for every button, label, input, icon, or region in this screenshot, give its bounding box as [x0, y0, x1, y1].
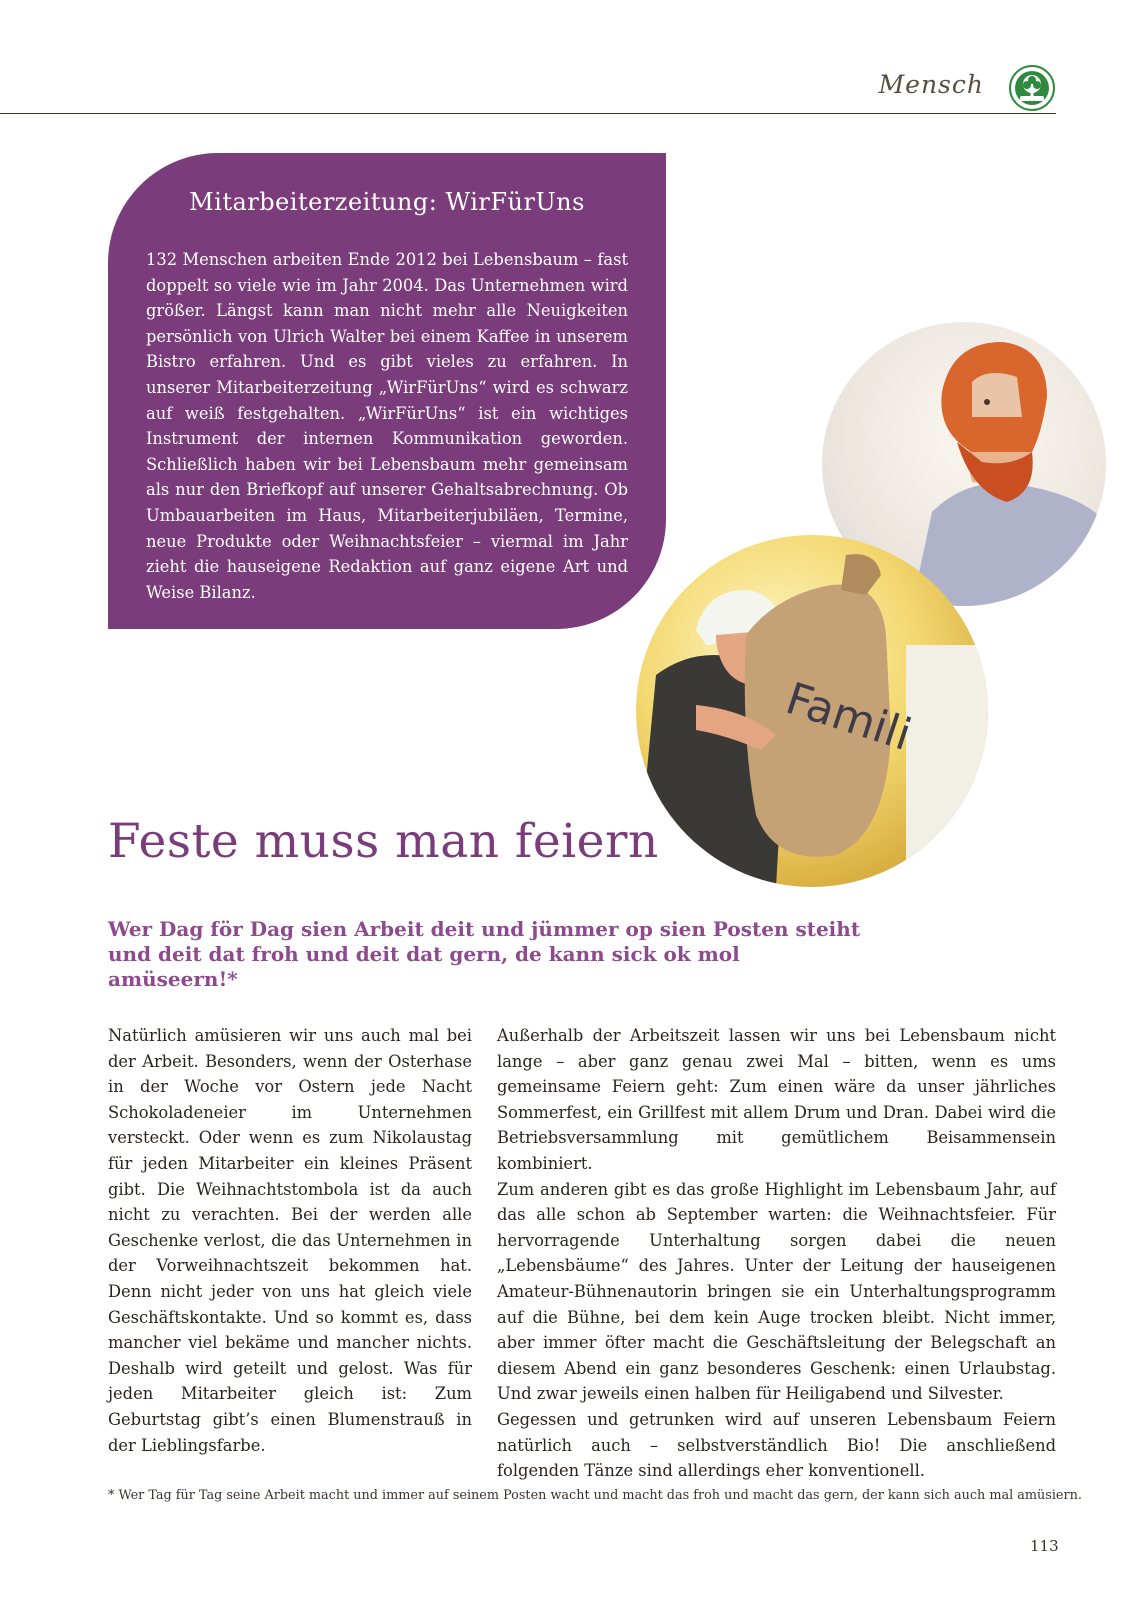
info-box: [108, 153, 666, 629]
info-box-text: 132 Menschen arbeiten Ende 2012 bei Lebensbaum – fast doppelt so viele wie im Jahr 2004. Das Unternehmen wird größer. Längst kann man nicht mehr alle Neuigkeiten persönlich von Ulrich Walter bei einem Kaffee in unserem Bistro erfahren. Und es gibt vieles zu erfahren. In unserer Mitarbeiterzeitung „WirFürUns“ wird es schwarz auf weiß festgehalten. „WirFürUns“ ist ein wichtiges Instrument der internen Kommunikation geworden. Schließlich haben wir bei Lebensbaum mehr gemeinsam als nur den Briefkopf auf unserer Gehaltsabrechnung. Ob Umbauarbeiten im Haus, Mitarbeiterjubiläen, Termine, neue Produkte oder Weihnachtsfeier – viermal im Jahr zieht die hauseigene Redaktion auf ganz eigene Art und Weise Bilanz.: [146, 250, 628, 602]
right-paragraph-1: Außerhalb der Arbeitszeit lassen wir uns bei Lebensbaum nicht lange – aber ganz genau zwei Mal – bitten, wenn es ums gemeinsame Feiern geht: Zum einen wäre da unser jährliches Sommerfest, ein Grillfest mit allem Drum und Dran. Dabei wird die Betriebsversammlung mit gemütlichem Beisammensein kombiniert.: [497, 1026, 1056, 1173]
article-subheadline: [108, 917, 868, 992]
subheadline-line-1: Wer Dag för Dag sien Arbeit deit und jümmer op sien Posten steiht: [108, 917, 861, 941]
left-column: [108, 1023, 472, 1458]
photo-man-with-sack: [636, 535, 988, 887]
right-column: [497, 1023, 1056, 1484]
page-number: 113: [1030, 1537, 1059, 1555]
info-box-title: Mitarbeiterzeitung: WirFürUns: [189, 188, 585, 216]
left-column-text: Natürlich amüsieren wir uns auch mal bei der Arbeit. Besonders, wenn der Osterhase in der Woche vor Ostern jede Nacht Schokoladeneier im Unternehmen versteckt. Oder wenn es zum Nikolaustag für jeden Mitarbeiter ein kleines Präsent gibt. Die Weihnachtstombola ist da auch nicht zu verachten. Bei der werden alle Geschenke verlost, die das Unternehmen in der Vorweihnachtszeit bekommen hat. Denn nicht jeder von uns hat gleich viele Geschäftskontakte. Und so kommt es, dass mancher viel bekäme und mancher nichts. Deshalb wird geteilt und gelost. Was für jeden Mitarbeiter gleich ist: Zum Geburtstag gibt’s einen Blumenstrauß in der Lieblingsfarbe.: [108, 1026, 472, 1455]
right-paragraph-2: Zum anderen gibt es das große Highlight im Lebensbaum Jahr, auf das alle schon ab September warten: die Weihnachtsfeier. Für hervorragende Unterhaltung sorgen dabei die neuen „Lebensbäume“ des Jahres. Unter der Leitung der hauseigenen Amateur-Bühnenautorin bringen sie ein Unterhaltungsprogramm auf die Bühne, bei dem kein Auge trocken bleibt. Nicht immer, aber immer öfter macht die Geschäftsleitung der Belegschaft an diesem Abend ein ganz besonderes Geschenk: einen Urlaubstag. Und zwar jeweils einen halben für Heiligabend und Silvester.: [497, 1179, 1056, 1404]
right-paragraph-3: Gegessen und getrunken wird auf unseren Lebensbaum Feiern natürlich auch – selbstverständlich Bio! Die anschließend folgenden Tänze sind allerdings eher konventionell.: [497, 1409, 1056, 1481]
header-rule: [0, 113, 1056, 114]
footnote: * Wer Tag für Tag seine Arbeit macht und immer auf seinem Posten wacht und macht das froh und macht das gern, der kann sich auch mal amüsiern.: [108, 1488, 1082, 1503]
section-title: Mensch: [878, 70, 984, 99]
lebensbaum-tree-logo-icon: [1009, 65, 1055, 111]
subheadline-line-2: und deit dat froh und deit dat gern, de kann sick ok mol amüseern!*: [108, 942, 740, 991]
man-with-sack-photo-icon: [636, 535, 988, 887]
sack-text: Famili: [779, 673, 918, 762]
article-headline: Feste muss man feiern: [108, 814, 659, 869]
